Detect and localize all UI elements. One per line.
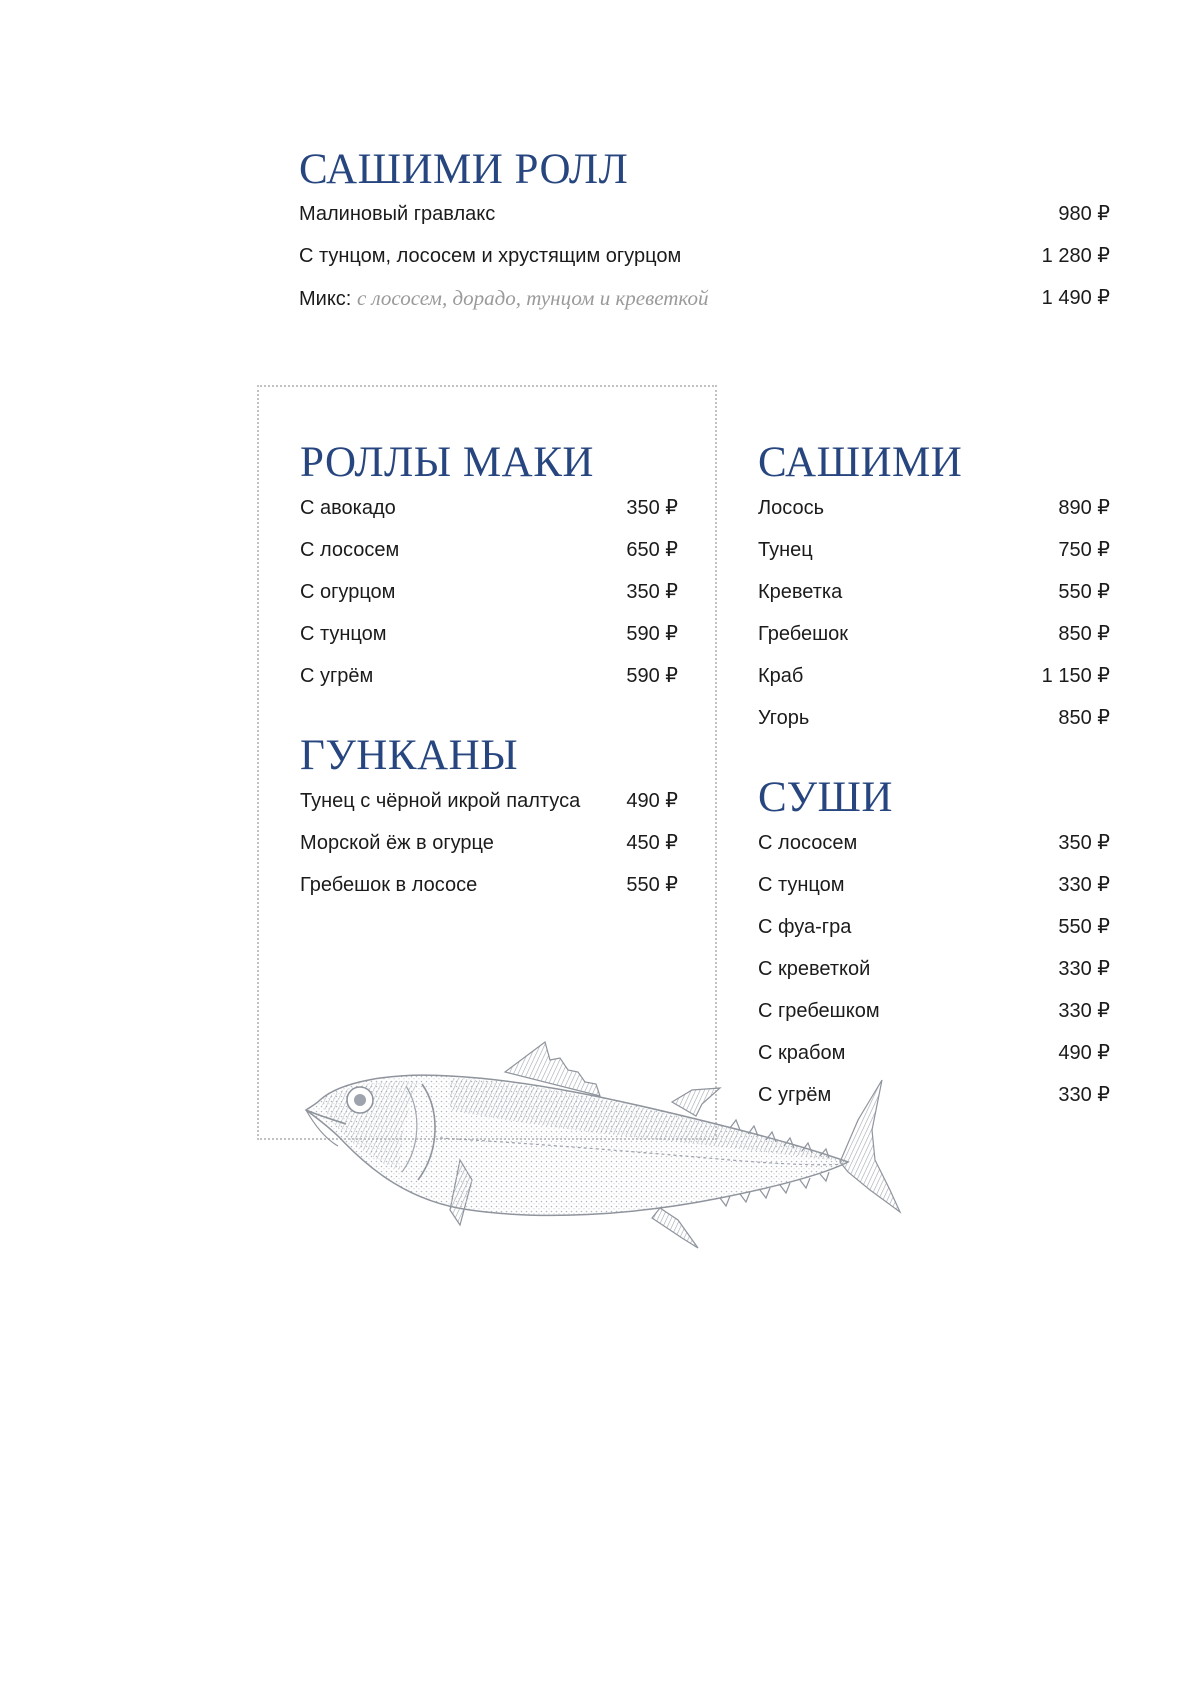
item-price: 350 ₽ — [1058, 832, 1110, 854]
tuna-fish-icon — [300, 1020, 910, 1290]
item-name: С крабом — [758, 1042, 846, 1064]
item-price: 550 ₽ — [626, 874, 678, 896]
item-price: 1 280 ₽ — [1041, 245, 1110, 267]
item-name: С лососем — [300, 539, 400, 561]
item-name: Угорь — [758, 707, 810, 729]
menu-item — [300, 662, 678, 704]
menu-item — [758, 620, 1110, 662]
menu-item — [299, 242, 1110, 284]
item-name: С креветкой — [758, 958, 871, 980]
item-price: 330 ₽ — [1058, 1084, 1110, 1106]
item-name-with-description — [299, 284, 708, 313]
item-name: С огурцом — [300, 581, 396, 603]
item-name: С тунцом — [758, 874, 845, 896]
section-title-sashimi-roll: САШИМИ РОЛЛ — [299, 146, 629, 193]
item-description: с лососем, дорадо, тунцом и креветкой — [356, 286, 709, 310]
sashimi-roll-list — [299, 200, 1110, 326]
item-price: 1 490 ₽ — [1041, 287, 1110, 309]
item-price: 890 ₽ — [1058, 497, 1110, 519]
menu-item — [758, 955, 1110, 997]
item-price: 850 ₽ — [1058, 623, 1110, 645]
menu-item — [300, 578, 678, 620]
menu-item — [300, 536, 678, 578]
item-price: 330 ₽ — [1058, 1000, 1110, 1022]
item-name: Лосось — [758, 497, 825, 519]
menu-item — [299, 200, 1110, 242]
item-price: 750 ₽ — [1058, 539, 1110, 561]
item-name: С тунцом, лососем и хрустящим огурцом — [299, 245, 682, 267]
menu-item — [758, 662, 1110, 704]
menu-item — [300, 829, 678, 871]
item-name: С гребешком — [758, 1000, 880, 1022]
item-name: Морской ёж в огурце — [300, 832, 494, 854]
item-name: С тунцом — [300, 623, 387, 645]
item-name: С лососем — [758, 832, 858, 854]
menu-item — [758, 704, 1110, 746]
item-name: Гребешок в лососе — [300, 874, 478, 896]
menu-item — [300, 494, 678, 536]
item-name: Гребешок — [758, 623, 848, 645]
menu-item — [758, 829, 1110, 871]
item-price: 590 ₽ — [626, 665, 678, 687]
menu-item — [758, 578, 1110, 620]
sashimi-list — [758, 494, 1110, 746]
menu-item — [758, 536, 1110, 578]
item-price: 330 ₽ — [1058, 958, 1110, 980]
item-price: 490 ₽ — [626, 790, 678, 812]
menu-item — [758, 494, 1110, 536]
item-name: Тунец с чёрной икрой палтуса — [300, 790, 581, 812]
item-price: 490 ₽ — [1058, 1042, 1110, 1064]
item-price: 650 ₽ — [626, 539, 678, 561]
menu-item — [300, 620, 678, 662]
item-name: Тунец — [758, 539, 813, 561]
item-price: 350 ₽ — [626, 581, 678, 603]
item-name: Микс: — [299, 288, 352, 310]
section-title-sashimi: САШИМИ — [758, 439, 963, 486]
menu-item — [758, 871, 1110, 913]
item-name: С фуа-гра — [758, 916, 852, 938]
gunkans-list — [300, 787, 678, 913]
section-title-sushi: СУШИ — [758, 774, 893, 821]
item-price: 330 ₽ — [1058, 874, 1110, 896]
item-name: С авокадо — [300, 497, 396, 519]
item-name: С угрём — [300, 665, 374, 687]
item-price: 590 ₽ — [626, 623, 678, 645]
item-price: 1 150 ₽ — [1041, 665, 1110, 687]
menu-item — [300, 787, 678, 829]
section-title-maki-rolls: РОЛЛЫ МАКИ — [300, 439, 594, 486]
menu-item — [758, 913, 1110, 955]
item-price: 550 ₽ — [1058, 581, 1110, 603]
item-price: 550 ₽ — [1058, 916, 1110, 938]
item-name: Краб — [758, 665, 804, 687]
item-price: 450 ₽ — [626, 832, 678, 854]
item-price: 850 ₽ — [1058, 707, 1110, 729]
menu-item — [299, 284, 1110, 326]
menu-item — [300, 871, 678, 913]
section-title-gunkans: ГУНКАНЫ — [300, 732, 519, 779]
item-price: 980 ₽ — [1058, 203, 1110, 225]
item-name: С угрём — [758, 1084, 832, 1106]
item-name: Малиновый гравлакс — [299, 203, 496, 225]
item-price: 350 ₽ — [626, 497, 678, 519]
maki-rolls-list — [300, 494, 678, 704]
item-name: Креветка — [758, 581, 843, 603]
